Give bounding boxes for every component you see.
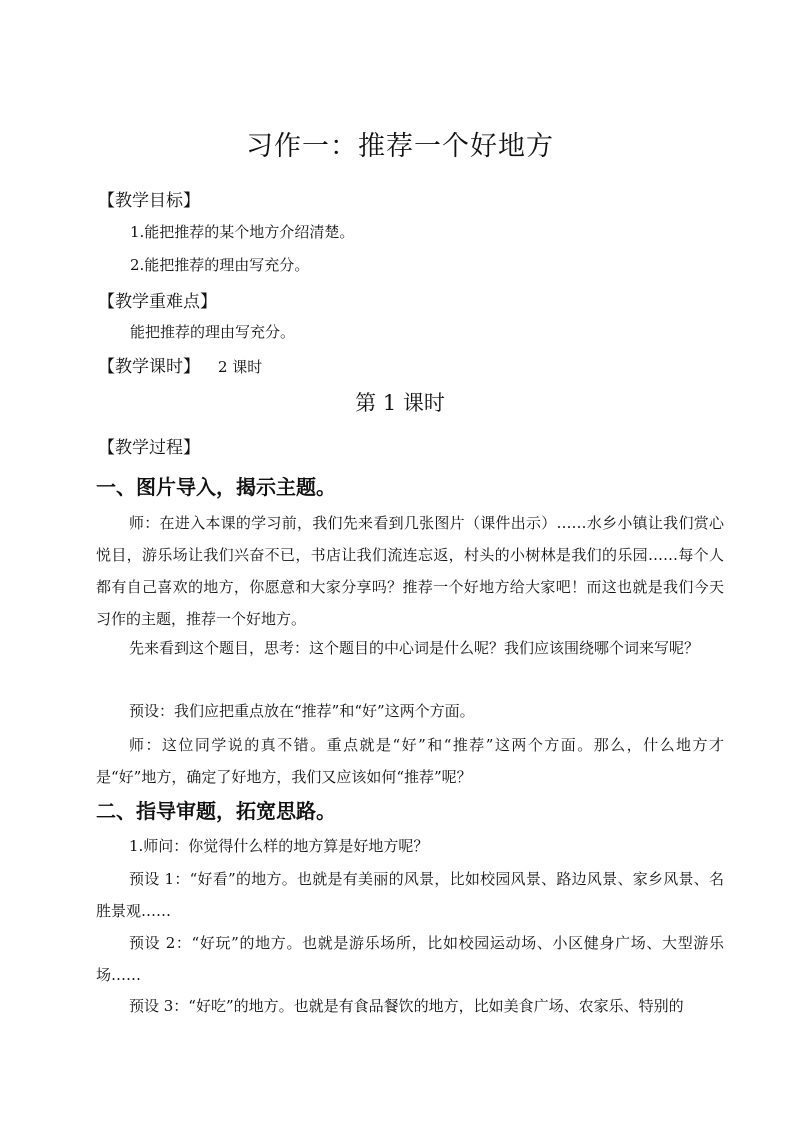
paragraph: 师：在进入本课的学习前，我们先来看到几张图片（课件出示）……水乡小镇让我们赏心悦目，游乐场让我们兴奋不已，书店让我们流连忘返，村头的小树林是我们的乐园……每个人都有自己喜欢的地方，你愿意和大家分享吗？推荐一个好地方给大家吧！而这也就是我们今天习作的主题，推荐一个好地方。 <box>96 514 724 628</box>
hours-label: 【教学课时】 <box>98 357 200 377</box>
lesson-heading: 第 1 课时 <box>355 391 445 415</box>
hours-row <box>98 352 262 377</box>
paragraph: 预设 1：“好看”的地方。也就是有美丽的风景，比如校园风景、路边风景、家乡风景、名胜景观…… <box>96 870 724 920</box>
process-label: 【教学过程】 <box>98 438 200 458</box>
paragraph: 预设 3：“好吃”的地方。也就是有食品餐饮的地方，比如美食广场、农家乐、特别的 <box>129 997 684 1015</box>
section-heading: 二、指导审题，拓宽思路。 <box>96 799 336 823</box>
paragraph: 师：这位同学说的真不错。重点就是“好”和“推荐”这两个方面。那么，什么地方才是“好”地方，确定了好地方，我们又应该如何“推荐”呢？ <box>96 736 724 786</box>
difficulty-text: 能把推荐的理由写充分。 <box>130 323 296 341</box>
document-title: 习作一：推荐一个好地方 <box>246 131 554 162</box>
goals-label: 【教学目标】 <box>98 191 200 211</box>
goal-item: 2.能把推荐的理由写充分。 <box>130 256 310 274</box>
paragraph: 预设 2：“好玩”的地方。也就是游乐场所，比如校园运动场、小区健身广场、大型游乐场…… <box>96 934 724 984</box>
goal-item: 1.能把推荐的某个地方介绍清楚。 <box>130 223 355 241</box>
section-heading: 一、图片导入，揭示主题。 <box>96 475 336 499</box>
hours-value: 2 课时 <box>218 358 263 376</box>
paragraph: 预设：我们应把重点放在“推荐”和“好”这两个方面。 <box>129 702 475 720</box>
paragraph: 先来看到这个题目，思考：这个题目的中心词是什么呢？我们应该围绕哪个词来写呢？ <box>129 639 700 657</box>
paragraph: 1.师问：你觉得什么样的地方算是好地方呢？ <box>129 837 429 855</box>
difficulty-label: 【教学重难点】 <box>98 292 217 312</box>
